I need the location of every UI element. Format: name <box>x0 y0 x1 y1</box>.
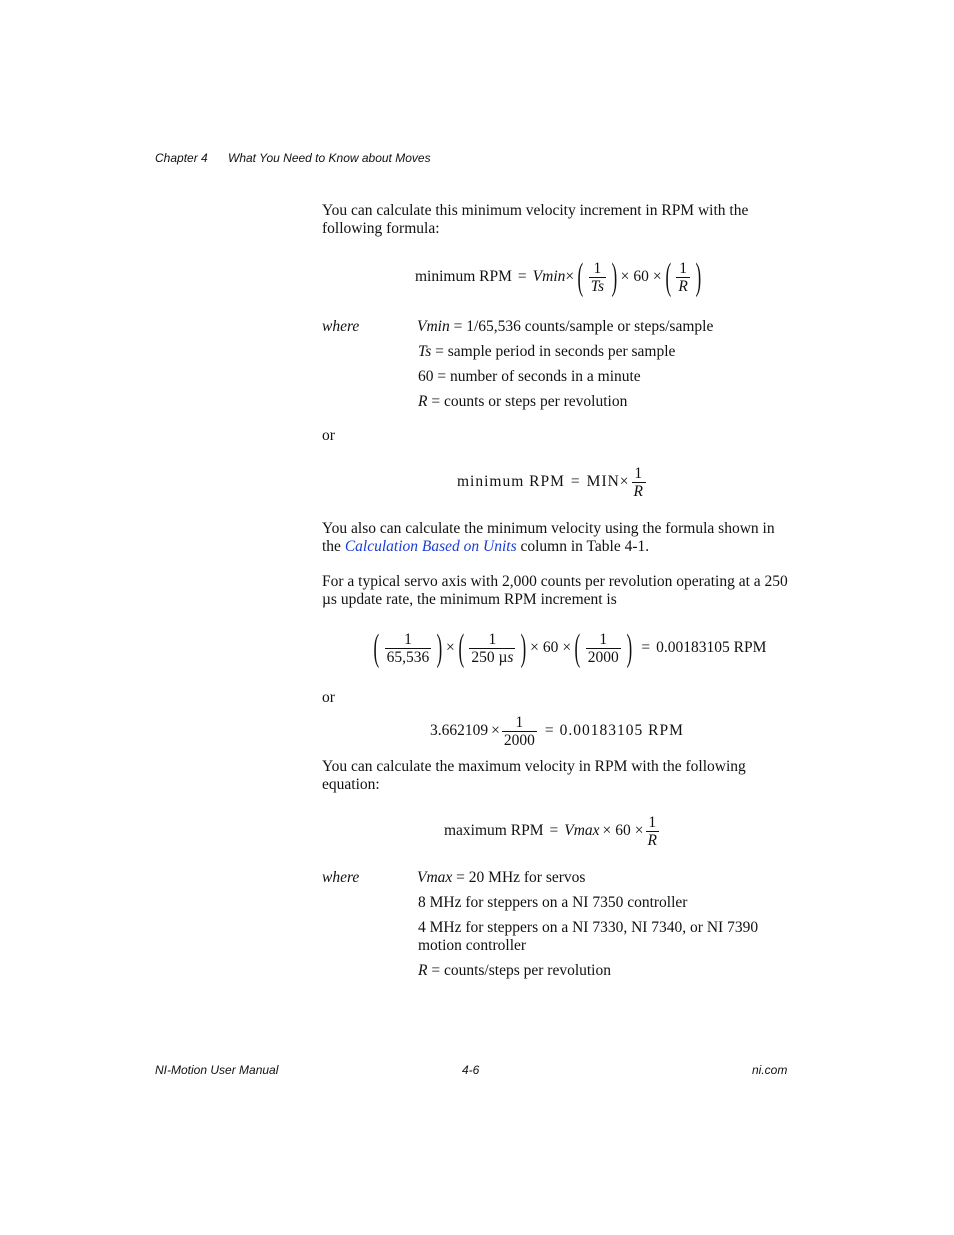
chapter-title: What You Need to Know about Moves <box>228 151 431 165</box>
eq5-vmax: Vmax <box>564 822 600 839</box>
eq2-equals: = <box>570 473 581 490</box>
eq5-times-2: × <box>634 822 644 839</box>
def-vmax-steppers-73xx: 4 MHz for steppers on a NI 7330, NI 7340, or NI 7390 <box>418 919 759 936</box>
eq3-den-3: 2000 <box>587 648 619 666</box>
footer-page-number: 4-6 <box>462 1063 480 1077</box>
eq2-lhs: minimum RPM <box>457 473 565 490</box>
eq2-den: R <box>633 482 645 500</box>
eq4-result: 0.00183105 RPM <box>559 722 684 739</box>
eq4-times: × <box>491 722 500 739</box>
def-vmax-steppers-7350: 8 MHz for steppers on a NI 7350 controller <box>418 894 688 911</box>
equation-minimum-rpm <box>415 257 704 297</box>
eq3-frac-1 <box>385 631 432 666</box>
calculation-link[interactable]: Calculation Based on Units <box>344 538 517 555</box>
eq5-frac-r <box>646 814 659 849</box>
eq1-equals: = <box>517 268 527 285</box>
eq3-times-1: × <box>445 639 455 656</box>
def-vmax-text: = 20 MHz for servos <box>452 869 586 886</box>
eq1-frac-r <box>676 260 689 295</box>
eq5-den: R <box>647 831 657 849</box>
eq3-frac-2 <box>469 631 515 666</box>
or-label-2: or <box>322 689 335 706</box>
eq2-num: 1 <box>634 464 644 482</box>
eq3-result: 0.00183105 RPM <box>656 639 767 656</box>
eq1-num: 1 <box>593 259 602 277</box>
eq4-num: 1 <box>515 713 524 731</box>
def-sixty: 60 = number of seconds in a minute <box>418 368 641 385</box>
eq3-num-3: 1 <box>599 630 608 648</box>
eq3-den-2-num: 250 µ <box>471 648 508 666</box>
eq1-den-ts: Ts <box>590 277 605 295</box>
def-r <box>418 393 627 411</box>
footer-manual-title: NI-Motion User Manual <box>155 1063 279 1077</box>
eq4-lhs: 3.662109 <box>430 722 489 739</box>
eq3-den-2 <box>469 648 515 666</box>
equation-minimum-rpm-short <box>457 464 648 500</box>
p2-after: column in Table 4-1. <box>516 538 650 555</box>
equation-maximum-rpm <box>444 813 661 849</box>
paragraph-servo-example: For a typical servo axis with 2,000 counts per revolution operating at a 250 µs update rate, the minimum RPM increment is <box>322 573 788 608</box>
where-label-2: where <box>322 869 360 886</box>
def-vmin-text: = 1/65,536 counts/sample or steps/sample <box>449 318 714 335</box>
chapter-label: Chapter 4 <box>155 151 208 165</box>
eq3-paren-2: ( $\frac{1}{\text{250 µs}}$ ) <box>458 627 527 669</box>
eq1-lhs: minimum RPM <box>415 268 512 285</box>
eq1-paren-ts: ( $\frac{1}{Ts}$ ) <box>577 256 618 298</box>
eq2-times: × <box>619 473 630 490</box>
def-r-2 <box>418 962 611 980</box>
paragraph-calculation-units <box>322 520 792 556</box>
eq1-times: × <box>565 268 575 285</box>
eq1-den-r: R <box>678 277 688 295</box>
def-r-text: = counts or steps per revolution <box>427 393 628 410</box>
eq1-num-2: 1 <box>679 259 687 277</box>
eq3-den-1: 65,536 <box>386 648 430 666</box>
eq3-num-1: 1 <box>404 630 412 648</box>
eq4-frac <box>502 714 537 749</box>
or-label: or <box>322 427 335 444</box>
def-r-2-text: = counts/steps per revolution <box>427 962 611 979</box>
def-vmax <box>417 869 585 887</box>
eq3-frac-3 <box>586 631 621 666</box>
eq1-times-3: × <box>652 268 662 285</box>
equation-constant-result <box>430 713 684 749</box>
def-r-var: R <box>418 393 428 410</box>
eq1-frac-ts <box>589 260 606 295</box>
eq3-num-2: 1 <box>488 630 497 648</box>
eq5-equals: = <box>549 822 559 839</box>
eq4-den: 2000 <box>503 731 535 749</box>
eq3-sixty: 60 <box>542 639 559 656</box>
eq2-frac-r <box>632 465 646 500</box>
eq5-sixty: 60 <box>615 822 631 839</box>
footer-site: ni.com <box>752 1063 788 1077</box>
eq5-lhs: maximum RPM <box>444 822 544 839</box>
def-vmax-steppers-73xx-cont: motion controller <box>418 937 527 954</box>
eq5-num: 1 <box>648 813 657 831</box>
eq1-sixty: 60 <box>633 268 649 285</box>
eq3-paren-3: ( $\frac{1}{2000}$ ) <box>574 627 632 669</box>
def-ts <box>418 343 675 361</box>
def-ts-text: = sample period in seconds per sample <box>431 343 676 360</box>
eq1-times-2: × <box>620 268 630 285</box>
def-vmax-var: Vmax <box>417 869 453 886</box>
eq3-times-2: × <box>530 639 539 656</box>
eq3-paren-1: ( $\frac{1}{65,536}$ ) <box>373 627 443 669</box>
eq3-den-2-var: s <box>507 648 514 666</box>
eq5-times: × <box>602 822 612 839</box>
eq1-vmin: Vmin <box>532 268 566 285</box>
def-vmin <box>417 318 713 336</box>
eq1-paren-r: ( $\frac{1}{R}$ ) <box>665 256 701 298</box>
where-label: where <box>322 318 360 335</box>
paragraph-maximum-velocity: You can calculate the maximum velocity in RPM with the following equation: <box>322 758 746 793</box>
eq4-equals: = <box>544 722 554 739</box>
eq3-times-3: × <box>562 639 572 656</box>
equation-servo-example <box>370 628 766 668</box>
def-r-2-var: R <box>418 962 428 979</box>
eq2-min: MIN <box>586 473 620 490</box>
def-vmin-var: Vmin <box>417 318 450 335</box>
paragraph-intro: You can calculate this minimum velocity increment in RPM with the following formula: <box>322 202 749 237</box>
eq3-equals: = <box>641 639 651 656</box>
p2-before: You also can calculate the minimum velocity using the formula shown in the <box>322 520 775 555</box>
def-ts-var: Ts <box>418 343 432 360</box>
